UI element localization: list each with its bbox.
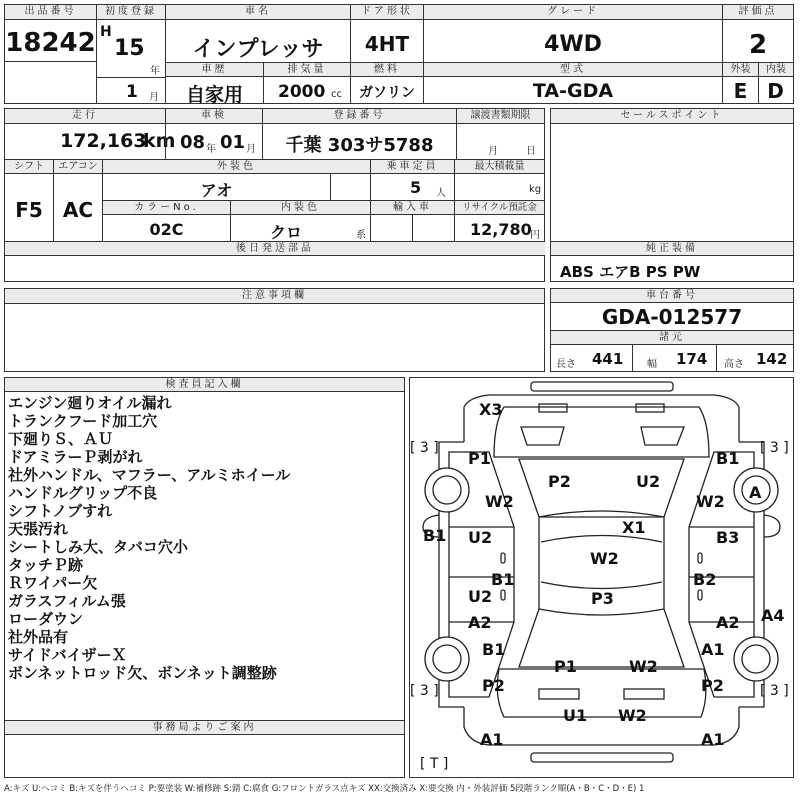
inspector-note: シートしみ大、タバコ穴小 — [8, 538, 188, 556]
grade-label: グレード — [424, 5, 722, 20]
dmg-w2-bb: W2 — [618, 706, 647, 725]
score-label: 評価点 — [723, 5, 793, 20]
score: 2 — [748, 30, 768, 60]
dmg-b1-r: B1 — [716, 449, 740, 468]
capacity: 5 — [410, 178, 422, 197]
chassis-label: 車台番号 — [551, 289, 793, 303]
inspector-note: ドアミラーＰ剥がれ — [8, 448, 143, 466]
int-color-label: 内装色 — [231, 201, 370, 215]
ext-grade: E — [733, 79, 748, 103]
lot-label: 出品番号 — [5, 5, 96, 20]
dmg-w2-b: W2 — [629, 657, 658, 676]
parts-label: 後日発送部品 — [5, 242, 545, 256]
inspector-note: 天張汚れ — [8, 520, 69, 538]
capacity-label: 乗車定員 — [371, 160, 454, 174]
fuel-label: 燃料 — [351, 63, 423, 77]
grade: 4WD — [544, 32, 602, 57]
insp-month-unit: 月 — [246, 144, 256, 155]
lot-number: 18242 — [5, 28, 96, 58]
inspector-note: Ｒワイパー欠 — [8, 574, 98, 592]
height-label: 高さ — [724, 359, 744, 370]
caution-label: 注意事項欄 — [5, 289, 544, 304]
reg-no-label: 登録番号 — [263, 109, 456, 124]
insp-year: 08 — [180, 132, 206, 153]
transfer-day: 日 — [526, 146, 536, 157]
door-label: ドア形状 — [351, 5, 423, 20]
dmg-tr3: [ 3 ] — [760, 440, 789, 456]
model-label: 型式 — [424, 63, 722, 77]
transfer-label: 譲渡書類期限 — [457, 109, 544, 124]
dmg-u1: U1 — [563, 706, 588, 725]
chassis-no: GDA-012577 — [601, 305, 743, 329]
equipment-label: 純正装備 — [551, 242, 793, 256]
inspector-note: シフトノブすれ — [8, 502, 113, 520]
inspector-note: 社外品有 — [8, 628, 69, 646]
reg-no: 千葉 303サ5788 — [285, 135, 434, 156]
dmg-p3: P3 — [591, 589, 614, 608]
inspector-note: 社外ハンドル、マフラー、アルミホイール — [8, 466, 291, 484]
dmg-w2-l: W2 — [485, 492, 514, 511]
capacity-unit: 人 — [436, 188, 446, 199]
sales-point-label: セールスポイント — [551, 109, 793, 124]
dmg-u2-t: U2 — [636, 472, 661, 491]
inspection-label: 車検 — [166, 109, 262, 124]
equipment: ABS エアB PS PW — [560, 263, 701, 281]
mileage: 172,163 — [60, 130, 147, 152]
fuel: ガソリン — [359, 85, 415, 101]
dmg-b1-l: B1 — [423, 526, 447, 545]
inspector-note: ボンネットロッド欠、ボンネット調整跡 — [8, 664, 277, 682]
model: TA-GDA — [532, 80, 614, 102]
displacement-unit: cc — [331, 89, 342, 100]
recycle-label: リサイクル預託金 — [455, 201, 544, 215]
dmg-a1-r: A1 — [701, 640, 725, 659]
recycle: 12,780 — [470, 220, 532, 239]
dmg-a4-r: A4 — [761, 606, 785, 625]
ext-color: アオ — [200, 181, 233, 200]
dmg-p2-t: P2 — [548, 472, 571, 491]
first-reg-label: 初度登録 — [97, 5, 165, 20]
width-label: 幅 — [647, 359, 657, 370]
dmg-p1-b: P1 — [554, 657, 577, 676]
inspector-note: 下廻りＳ、ＡＵ — [8, 430, 114, 448]
dmg-p2-l: P2 — [482, 676, 505, 695]
color-no: 02C — [149, 220, 184, 239]
dmg-a1-l: A1 — [480, 730, 504, 749]
dmg-a2-r: A2 — [716, 613, 740, 632]
int-label: 内装 — [758, 63, 793, 77]
ac-label: エアコン — [54, 160, 102, 174]
dmg-x3: X3 — [479, 400, 503, 419]
recycle-unit: 円 — [530, 230, 540, 241]
width: 174 — [676, 350, 708, 368]
mileage-unit: km — [143, 130, 176, 152]
dmg-t: [ T ] — [420, 756, 449, 772]
dmg-p2-r: P2 — [701, 676, 724, 695]
ext-color-label: 外装色 — [103, 160, 370, 174]
reg-month: 1 — [126, 82, 138, 102]
int-color-suffix: 系 — [356, 230, 366, 241]
door-type: 4HT — [364, 32, 410, 56]
color-no-label: カラーNo. — [103, 201, 230, 215]
ext-label: 外装 — [723, 63, 758, 77]
dmg-u2-l2: U2 — [468, 587, 493, 606]
dmg-a2-l: A2 — [468, 613, 492, 632]
import-label: 輸入車 — [371, 201, 454, 215]
inspector-note: トランクフード加工穴 — [8, 412, 158, 430]
inspector-note: サイドバイザーＸ — [8, 646, 127, 664]
shift-label: シフト — [5, 160, 53, 174]
inspector-label: 検査員記入欄 — [5, 378, 404, 392]
mileage-label: 走行 — [5, 109, 165, 124]
displacement-label: 排気量 — [264, 63, 350, 77]
inspector-note: タッチＰ跡 — [8, 556, 84, 574]
spec-label: 諸元 — [551, 331, 793, 345]
displacement: 2000 — [278, 82, 326, 102]
dmg-a1-r2: A1 — [701, 730, 725, 749]
ac: AC — [62, 198, 94, 222]
dmg-w2-r: W2 — [696, 492, 725, 511]
shift: F5 — [15, 198, 43, 222]
dmg-x1: X1 — [622, 518, 646, 537]
height: 142 — [756, 350, 788, 368]
length: 441 — [592, 350, 624, 368]
length-label: 長さ — [556, 359, 576, 370]
inspector-note: エンジン廻りオイル漏れ — [8, 394, 172, 412]
dmg-tl3: [ 3 ] — [410, 440, 439, 456]
int-grade: D — [767, 79, 784, 103]
dmg-a-r: A — [749, 483, 762, 502]
inspector-note: ガラスフィルム張 — [8, 592, 126, 610]
legend: A:キズ U:ヘコミ B:キズを伴うヘコミ P:要塗装 W:補修跡 S:錆 C:腐食 G:フロントガラス点キズ XX:交換済み X:要交換 内・外装評価 5段階ランク順(A・B・C・D・E) 1 — [4, 784, 645, 794]
dmg-b1-l2: B1 — [482, 640, 506, 659]
dmg-w2-c: W2 — [590, 549, 619, 568]
insp-year-unit: 年 — [206, 144, 216, 155]
dmg-u2-l: U2 — [468, 528, 493, 547]
history: 自家用 — [185, 84, 243, 106]
era: H — [100, 24, 112, 40]
dmg-b3-r: B3 — [716, 528, 740, 547]
int-color: クロ — [269, 223, 302, 242]
max-load-unit: kg — [529, 184, 542, 195]
dmg-br3: [ 3 ] — [760, 683, 789, 699]
history-label: 車歴 — [166, 63, 263, 77]
inspector-note: ハンドルグリップ不良 — [8, 484, 158, 502]
insp-month: 01 — [220, 132, 246, 153]
dmg-bl3: [ 3 ] — [410, 683, 439, 699]
month-unit: 月 — [149, 92, 159, 103]
inspector-note: ローダウン — [8, 610, 84, 628]
car-name: インプレッサ — [192, 37, 324, 62]
dmg-b1-c: B1 — [491, 570, 515, 589]
max-load-label: 最大積載量 — [455, 160, 544, 174]
car-name-label: 車名 — [166, 5, 350, 20]
office-label: 事務局よりご案内 — [5, 721, 404, 735]
dmg-p1-l: P1 — [468, 449, 491, 468]
dmg-b2-c: B2 — [693, 570, 717, 589]
reg-year: 15 — [114, 36, 145, 61]
year-unit: 年 — [150, 66, 160, 77]
car-diagram — [409, 377, 794, 778]
transfer-month: 月 — [488, 146, 498, 157]
